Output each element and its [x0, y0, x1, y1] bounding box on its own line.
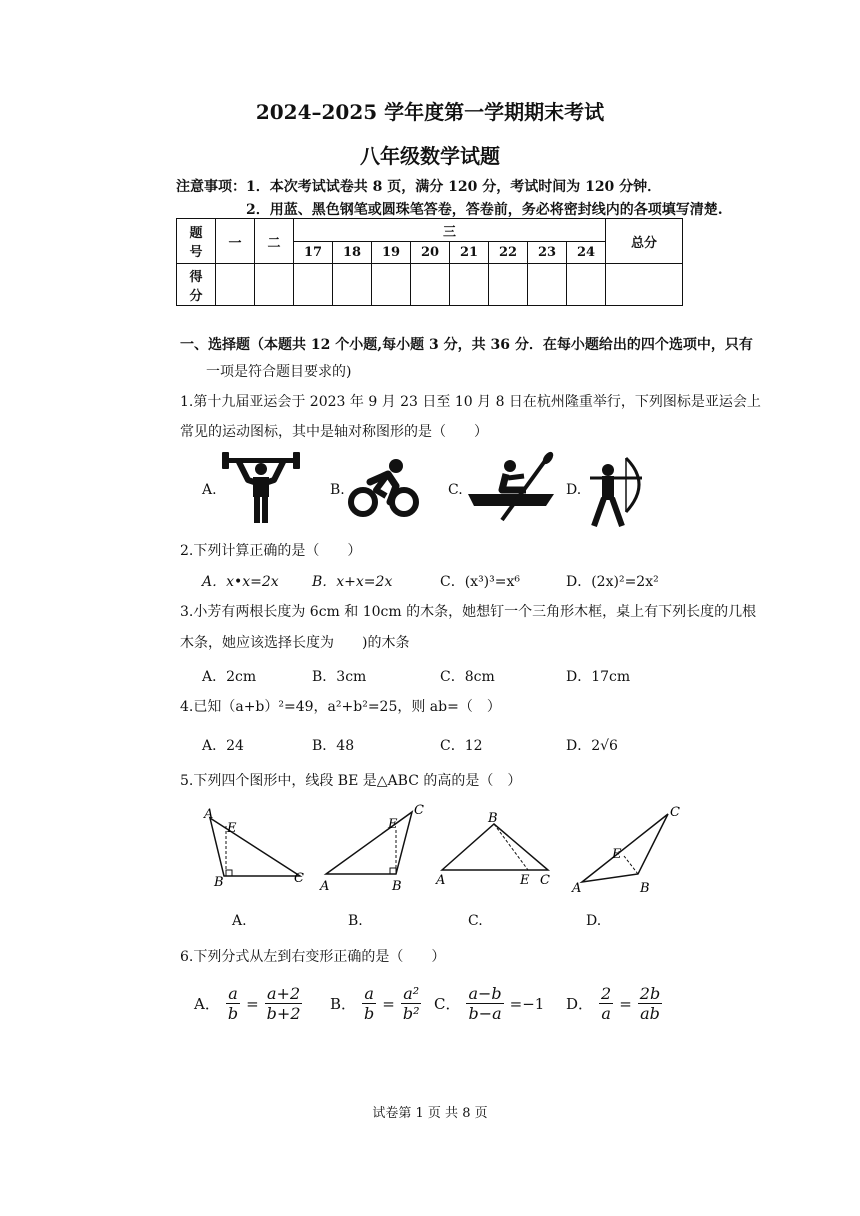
- denominator: b−a: [468, 1004, 502, 1024]
- numerator: a²: [403, 984, 420, 1003]
- denominator: b+2: [266, 1004, 301, 1024]
- fraction: [226, 984, 240, 1023]
- point-label-a: A: [436, 873, 446, 888]
- archery-icon: [586, 456, 650, 528]
- score-table: [176, 218, 683, 306]
- point-label-b: B: [488, 811, 498, 826]
- q2-option-a: A．x•x=2x: [202, 574, 279, 590]
- q3-option-b: B．3cm: [312, 669, 367, 685]
- q1-option-c: C.: [448, 482, 463, 498]
- sub-col-24: 24: [567, 242, 606, 264]
- fraction: [466, 984, 503, 1023]
- sub-col-23: 23: [528, 242, 567, 264]
- q5-stem: 5.下列四个图形中，线段 BE 是△ABC 的高的是（ ）: [180, 773, 522, 789]
- q5-option-a: A.: [232, 913, 247, 929]
- equals-sign: =: [382, 994, 395, 1013]
- score-cell[interactable]: [372, 264, 411, 306]
- q5-figure-b: [316, 800, 434, 892]
- point-label-b: B: [392, 879, 402, 892]
- equals-sign: =: [246, 994, 259, 1013]
- point-label-c: C: [670, 805, 680, 820]
- cycling-icon: [348, 456, 420, 520]
- q3-line2: 木条，她应该选择长度为 )的木条: [180, 635, 410, 651]
- col-total: 总分: [606, 219, 683, 264]
- q6-option-c: [434, 984, 544, 1023]
- score-cell[interactable]: [450, 264, 489, 306]
- q2-option-c: C．(x³)³=x⁶: [440, 574, 520, 590]
- exam-subtitle: 八年级数学试题: [360, 144, 500, 168]
- q5-figure-d: [570, 800, 690, 892]
- score-cell[interactable]: [333, 264, 372, 306]
- score-cell[interactable]: [255, 264, 294, 306]
- score-cell[interactable]: [567, 264, 606, 306]
- col-section-1: 一: [216, 219, 255, 264]
- q5-option-c: C.: [468, 913, 483, 929]
- fraction: [599, 984, 613, 1023]
- score-cell[interactable]: [294, 264, 333, 306]
- canoe-icon: [466, 450, 556, 524]
- numerator: a: [364, 984, 374, 1003]
- numerator: 2b: [639, 984, 661, 1003]
- point-label-e: E: [520, 873, 530, 888]
- fraction: [638, 984, 662, 1023]
- option-label: C．: [434, 995, 461, 1014]
- q3-option-c: C．8cm: [440, 669, 495, 685]
- numerator: a: [228, 984, 238, 1003]
- q5-figure-c: [432, 806, 558, 890]
- q3-option-a: A．2cm: [202, 669, 257, 685]
- notice-item-1: 1．本次考试试卷共 8 页，满分 120 分，考试时间为 120 分钟．: [246, 179, 662, 195]
- point-label-c: C: [294, 871, 304, 886]
- score-cell[interactable]: [411, 264, 450, 306]
- q3-option-d: D．17cm: [566, 669, 631, 685]
- q1-option-d: D.: [566, 482, 582, 498]
- fraction: [401, 984, 422, 1023]
- sub-col-19: 19: [372, 242, 411, 264]
- q1-line2: 常见的运动图标，其中是轴对称图形的是（ ）: [180, 424, 488, 440]
- equals-sign: =: [619, 994, 632, 1013]
- col-section-2: 二: [255, 219, 294, 264]
- rhs-value: =−1: [509, 994, 545, 1013]
- option-label: A．: [194, 995, 220, 1014]
- q6-option-b: [330, 984, 422, 1023]
- col-section-3: 三: [294, 219, 606, 242]
- section1-heading-text: 一、选择题（本题共 12 个小题,每小题 3 分，共 36 分．在每小题给出的四个选项中，只有: [180, 337, 753, 353]
- sub-col-21: 21: [450, 242, 489, 264]
- score-cell[interactable]: [528, 264, 567, 306]
- q6-option-d: [566, 984, 662, 1023]
- sub-col-22: 22: [489, 242, 528, 264]
- q4-option-b: B．48: [312, 738, 355, 754]
- option-label: B．: [330, 995, 357, 1014]
- point-label-a: A: [204, 807, 214, 822]
- point-label-e: E: [612, 847, 622, 862]
- point-label-e: E: [388, 817, 398, 832]
- notice-line-1: [176, 176, 661, 196]
- q1-option-a: A.: [202, 482, 217, 498]
- fraction: [265, 984, 303, 1023]
- exam-title: 2024–2025 学年度第一学期期末考试: [255, 100, 605, 124]
- row-label-char: 得: [189, 269, 203, 285]
- point-label-b: B: [214, 875, 224, 890]
- sub-col-17: 17: [294, 242, 333, 264]
- sub-col-20: 20: [411, 242, 450, 264]
- notice-item-2: 2．用蓝、黑色钢笔或圆珠笔答卷，答卷前，务必将密封线内的各项填写清楚.: [246, 202, 723, 218]
- point-label-a: A: [572, 881, 582, 892]
- denominator: ab: [640, 1004, 660, 1024]
- row-label-char: 号: [189, 245, 203, 260]
- q6-option-a: [194, 984, 303, 1023]
- q1-option-b: B.: [330, 482, 345, 498]
- q5-option-d: D.: [586, 913, 602, 929]
- q1-line1: 1.第十九届亚运会于 2023 年 9 月 23 日至 10 月 8 日在杭州隆重举行，下列图标是亚运会上: [180, 394, 761, 410]
- q4-option-d: D．2√6: [566, 738, 618, 754]
- page-footer: 试卷第 1 页 共 8 页: [372, 1106, 488, 1121]
- score-cell[interactable]: [489, 264, 528, 306]
- q2-option-b: B．x+x=2x: [312, 574, 393, 590]
- point-label-c: C: [540, 873, 550, 888]
- section1-heading-line1: [180, 334, 753, 354]
- q6-stem: 6.下列分式从左到右变形正确的是（ ）: [180, 949, 446, 965]
- q5-figure-a: [196, 806, 316, 890]
- q5-option-b: B.: [348, 913, 363, 929]
- row-label-question: [177, 219, 216, 264]
- weightlifting-icon: [220, 450, 302, 526]
- q2-stem: 2.下列计算正确的是（ ）: [180, 543, 362, 559]
- row-label-char: 分: [189, 288, 203, 304]
- numerator: a+2: [267, 984, 301, 1003]
- score-cell[interactable]: [606, 264, 683, 306]
- point-label-e: E: [227, 821, 237, 836]
- q2-option-d: D．(2x)²=2x²: [566, 574, 659, 590]
- section1-heading-line2: 一项是符合题目要求的): [206, 364, 352, 380]
- row-label-char: 题: [189, 226, 203, 241]
- denominator: b: [364, 1004, 375, 1024]
- score-cell[interactable]: [216, 264, 255, 306]
- q4-stem: 4.已知（a+b）²=49，a²+b²=25，则 ab=（ ）: [180, 699, 501, 715]
- q3-line1: 3.小芳有两根长度为 6cm 和 10cm 的木条，她想钉一个三角形木框，桌上有下列长度的几根: [180, 604, 757, 620]
- notice-label: 注意事项：: [176, 179, 246, 195]
- q4-option-a: A．24: [202, 738, 244, 754]
- point-label-c: C: [414, 803, 424, 818]
- option-label: D．: [566, 995, 594, 1014]
- q4-option-c: C．12: [440, 738, 483, 754]
- denominator: b²: [402, 1004, 420, 1024]
- fraction: [362, 984, 376, 1023]
- row-label-score: [177, 264, 216, 306]
- numerator: a−b: [468, 984, 502, 1003]
- point-label-a: A: [320, 879, 330, 892]
- denominator: a: [601, 1004, 611, 1024]
- point-label-b: B: [640, 881, 650, 892]
- numerator: 2: [601, 984, 612, 1003]
- denominator: b: [227, 1004, 239, 1024]
- sub-col-18: 18: [333, 242, 372, 264]
